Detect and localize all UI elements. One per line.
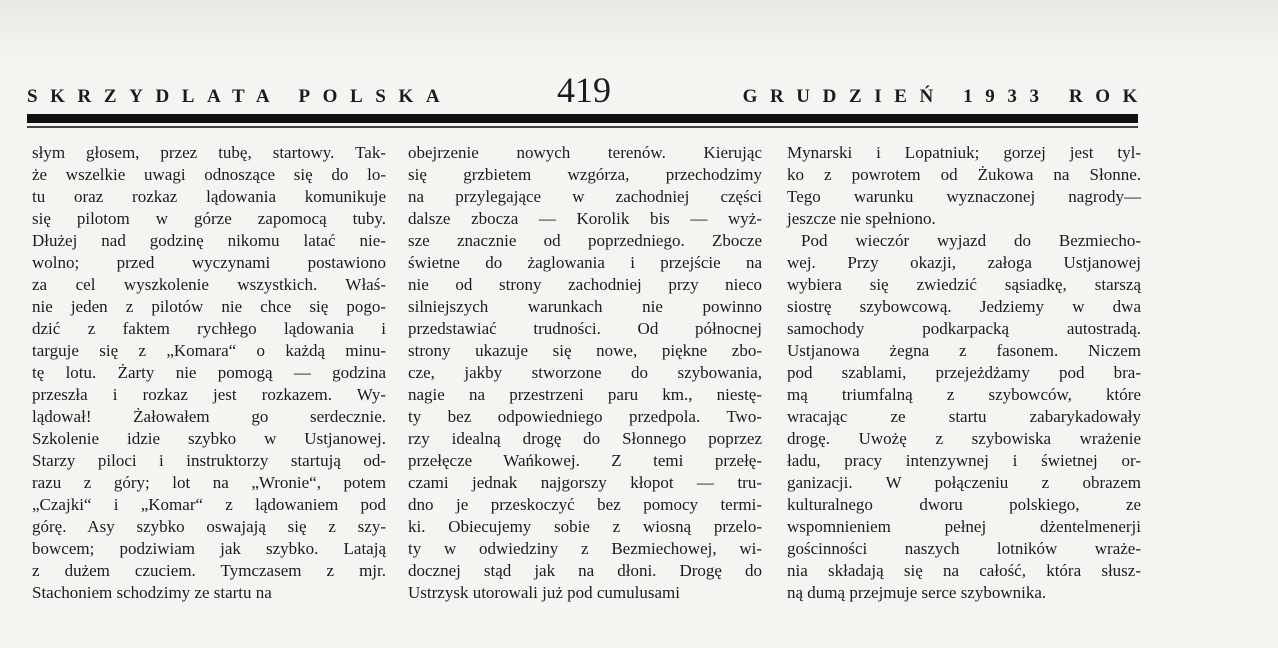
text-line: Ustrzysk utorowali już pod cumulusami [408, 583, 680, 602]
text-line: że wszelkie uwagi odnoszące się do lo- [32, 165, 386, 184]
text-line: Starzy piloci i instruktorzy startują od- [32, 451, 386, 470]
text-line: ty bez odpowiedniego przedpola. Two- [408, 407, 762, 426]
text-line: z dużem czuciem. Tymczasem z mjr. [32, 561, 386, 580]
text-line: cze, jakby stworzone do szybowania, [408, 363, 762, 382]
text-line: ną dumą przejmuje serce szybownika. [787, 583, 1047, 602]
text-line: nie jeden z pilotów nie chce się pogo- [32, 297, 386, 316]
text-line: się pilotom w górze zapomocą tuby. [32, 209, 386, 228]
text-column-3 [787, 142, 1141, 604]
text-line: dno je przeskoczyć bez pomocy termi- [408, 495, 762, 514]
text-line: bowcem; podziwiam jak szybko. Latają [32, 539, 386, 558]
text-line: górę. Asy szybko oswajają się z szy- [32, 517, 386, 536]
text-line: Stachoniem schodzimy ze startu na [32, 583, 272, 602]
text-line: dalsze zbocza — Korolik bis — wyż- [408, 209, 762, 228]
text-line: jeszcze nie spełniono. [787, 209, 936, 228]
page-number: 419 [557, 70, 611, 110]
text-line: nie od strony zachodniej przy nieco [408, 275, 762, 294]
text-line: nia składają się na całość, która słusz- [787, 561, 1141, 580]
text-line: wolno; przed wyczynami postawiono [32, 253, 386, 272]
text-line: kulturalnego dworu polskiego, ze [787, 495, 1141, 514]
text-line: wej. Przy okazji, załoga Ustjanowej [787, 253, 1141, 272]
text-line: ganizacji. W połączeniu z obrazem [787, 473, 1141, 492]
text-line: Tego warunku wyznaczonej nagrody— [787, 187, 1141, 206]
text-line: czami jednak najgorszy kłopot — tru- [408, 473, 762, 492]
text-line: gościnności naszych lotników wraże- [787, 539, 1141, 558]
text-line: siostrę szybowcową. Jedziemy w dwa [787, 297, 1141, 316]
text-line: słym głosem, przez tubę, startowy. Tak- [32, 143, 386, 162]
text-line: razu z góry; lot na „Wronie“, potem [32, 473, 386, 492]
text-line: przedstawiać trudności. Od północnej [408, 319, 762, 338]
text-line: Ustjanowa żegna z fasonem. Niczem [787, 341, 1141, 360]
text-line: ty w odwiedziny z Bezmiechowej, wi- [408, 539, 762, 558]
text-line: tu oraz rozkaz lądowania komunikuje [32, 187, 386, 206]
text-line: przełęcze Wańkowej. Z temi przełę- [408, 451, 762, 470]
text-line: sze znacznie od poprzedniego. Zbocze [408, 231, 762, 250]
text-line: strony ukazuje się nowe, piękne zbo- [408, 341, 762, 360]
text-line: Pod wieczór wyjazd do Bezmiecho- [801, 231, 1141, 250]
running-header [27, 70, 1150, 112]
text-line: na przylegające w zachodniej części [408, 187, 762, 206]
text-line: nagie na przestrzeni paru km., niestę- [408, 385, 762, 404]
text-line: lądował! Żałowałem go serdecznie. [32, 407, 386, 426]
text-line: za cel wyszkolenie wszystkich. Właś- [32, 275, 386, 294]
text-line: wybiera się zwiedzić sąsiadkę, starszą [787, 275, 1141, 294]
text-line: przeszła i rozkaz jest rozkazem. Wy- [32, 385, 386, 404]
text-line: ładu, pracy intenzywnej i świetnej or- [787, 451, 1141, 470]
text-line: wspomnieniem pełnej dżentelmenerji [787, 517, 1141, 536]
text-line: świetne do żaglowania i przejście na [408, 253, 762, 272]
page-top-shading [0, 0, 1278, 60]
text-line: drogę. Uwożę z szybowiska wrażenie [787, 429, 1141, 448]
text-column-1 [32, 142, 386, 604]
text-line: wracając ze startu zabarykadowały [787, 407, 1141, 426]
text-line: mą triumfalną z szybowców, które [787, 385, 1141, 404]
text-line: dzić z faktem rychłego lądowania i [32, 319, 386, 338]
text-line: targuje się z „Komara“ o każdą minu- [32, 341, 386, 360]
text-line: rzy idealną drogę do Słonnego poprzez [408, 429, 762, 448]
header-rule [27, 114, 1138, 123]
text-line: tę lotu. Żarty nie pomogą — godzina [32, 363, 386, 382]
text-line: samochody podkarpacką autostradą. [787, 319, 1141, 338]
text-line: „Czajki“ i „Komar“ z lądowaniem pod [32, 495, 386, 514]
text-line: obejrzenie nowych terenów. Kierując [408, 143, 762, 162]
text-line: pod szablami, przejeżdżamy pod bra- [787, 363, 1141, 382]
issue-date: GRUDZIEŃ 1933 ROK [742, 86, 1150, 107]
magazine-title: SKRZYDLATA POLSKA [27, 86, 453, 107]
text-line: silniejszych warunkach nie powinno [408, 297, 762, 316]
header-rule-thin [27, 126, 1138, 128]
text-column-2 [408, 142, 762, 604]
text-line: ko z powrotem od Żukowa na Słonne. [787, 165, 1141, 184]
text-line: Dłużej nad godzinę nikomu latać nie- [32, 231, 386, 250]
text-line: się grzbietem wzgórza, przechodzimy [408, 165, 762, 184]
text-line: ki. Obiecujemy sobie z wiosną przelo- [408, 517, 762, 536]
text-line: Mynarski i Lopatniuk; gorzej jest tyl- [787, 143, 1141, 162]
text-line: docznej stąd jak na dłoni. Drogę do [408, 561, 762, 580]
text-line: Szkolenie idzie szybko w Ustjanowej. [32, 429, 386, 448]
